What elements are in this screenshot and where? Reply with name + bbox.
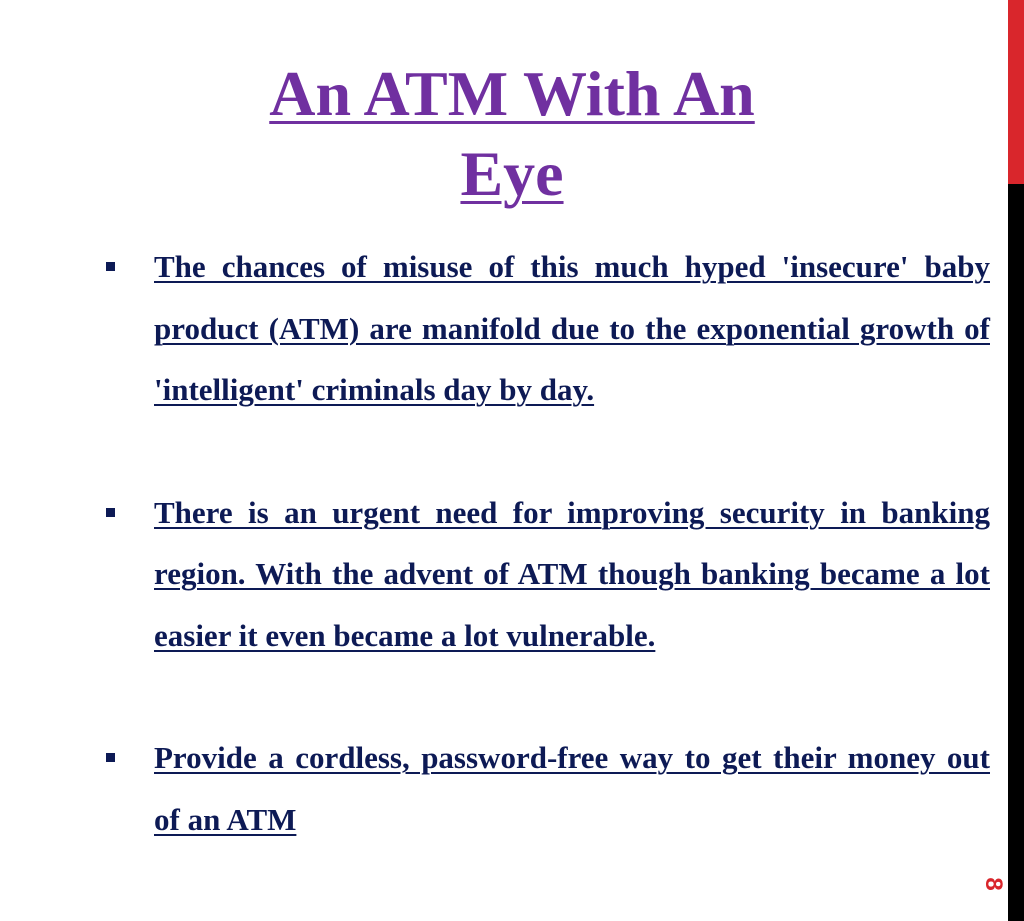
square-bullet-icon [106,262,115,271]
square-bullet-icon [106,753,115,762]
slide-title [0,54,1024,214]
bullet-item [100,482,990,667]
accent-bar-red [1008,0,1024,184]
square-bullet-icon [106,508,115,517]
bullet-item [100,236,990,421]
bullet-item [100,727,990,850]
slide-title-line-2: Eye [460,138,564,209]
bullet-list [100,236,990,850]
page-number: 8 [980,877,1007,891]
bullet-text: There is an urgent need for improving security in banking region. With the advent of ATM though banking became a lot easier it even became a lot vulnerable. [154,494,990,653]
slide-title-line-1: An ATM With An [269,58,755,129]
bullet-text: The chances of misuse of this much hyped 'insecure' baby product (ATM) are manifold due to the exponential growth of 'intelligent' criminals day by day. [154,249,990,407]
bullet-text: Provide a cordless, password-free way to get their money out of an ATM [154,740,990,837]
accent-bar-black [1008,184,1024,921]
